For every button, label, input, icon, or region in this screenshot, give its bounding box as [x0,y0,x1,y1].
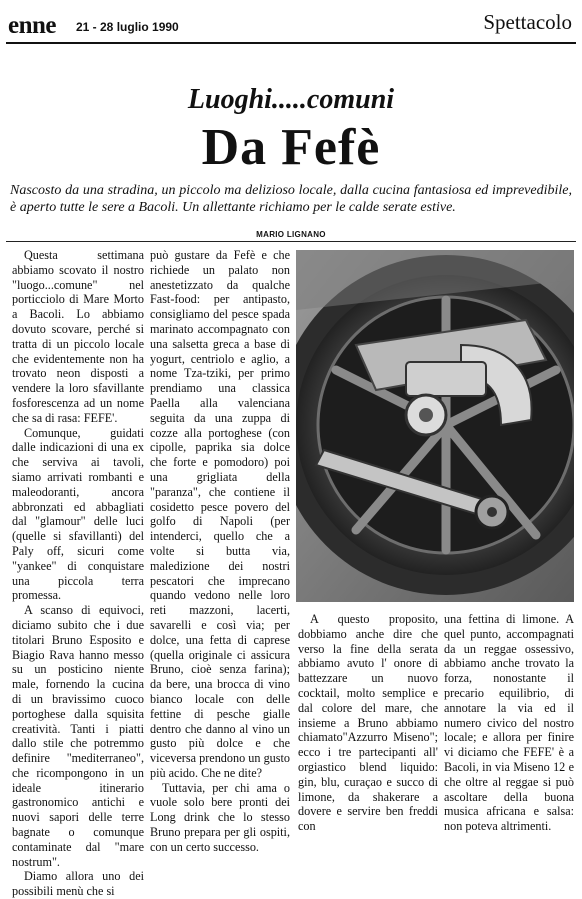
header-rule [6,42,576,44]
locomotive-wheel-photo [296,250,574,602]
paragraph: una fettina di limone. A quel punto, accompagnati da un reggae ossessivo, abbiamo anche trovato la forza, nonostante il precario equilibrio, di annotare la via ed il numero civico del nostro locale; e allora per finire vi diciamo che FEFE' è a Bacoli, in via Miseno 12 e che oltre al reggae si può ascoltare della buona musica africana e salsa: non poteva altrimenti. [444,612,574,834]
article-headline: Da Fefè [201,119,381,176]
paragraph: Comunque, guidati dalle indicazioni di una ex che serviva ai tavoli, siamo arrivati rombanti e maleodoranti, ancora abbronzati ed abbagliati dal "glamour" delle luci (quelle si sfavillanti) del Paly off, sicuri come "yankee" di conquistare una piccola terra promessa. [12,425,144,603]
article-byline: MARIO LIGNANO [256,230,326,239]
article-deck: Nascosto da una stradina, un piccolo ma delizioso locale, dalla cucina fantasiosa ed imprevedibile, è aperto tutte le sere a Bacoli. Un allettante richiamo per le calde serate estive. [10,183,572,215]
text-column-1 [12,248,144,899]
paragraph: A scanso di equivoci, diciamo subito che i due titolari Bruno Esposito e Biagio Rava hanno messo su un posticino niente male, fornendo la cucina di un bravissimo cuoco portoghese dalla squisita creatività. Tanti i piatti dallo stile che potremmo definire "mediterraneo", che ricompongono in un ideale itinerario gastronomico antichi e nuovi sapori delle terre bagnate o comunque contaminate dal "mare nostrum". [12,603,144,869]
wheel-photo-illustration [296,250,574,602]
byline-rule [6,241,576,242]
paragraph: Tuttavia, per chi ama o vuole solo bere pronti dei Long drink che lo stesso Bruno prepara per gli ospiti, con un certo successo. [150,780,290,854]
paragraph: Questa settimana abbiamo scovato il nostro "luogo...comune" nel porticciolo di Mare Morto a Bacoli. Lo abbiamo dovuto scovare, perché si tratta di un piccolo locale che evidentemente non ha trovato neon disposti a vendere la loro sfavillante fosforescenza ad un nome che sa di rasa: FEFE'. [12,248,144,425]
section-name: Spettacolo [483,10,572,34]
text-column-3 [298,612,438,834]
paragraph: può gustare da Fefè e che richiede un palato non anestetizzato da qualche Fast-food: per antipasto, consigliamo del pesce spada marinato accompagnato con una salsetta greca a base di yogurt, centriolo e aglio, a nome Tza-tziki, per primo prendiamo una classica Paella alla valenciana seguita da una zuppa di cozze alla portoghese (con cipolle, paprika sia dolce che forte e pomodoro) poi una grigliata della "paranza", che contiene il cosidetto pesce povero del golfo di Napoli (per intenderci, quello che a volte si butta via, maledizione dei nostri pescatori che imprecano quando vedono nelle loro reti mazzoni, lacerti, savarelli e così via; per dolce, una fetta di caprese (quella originale ci assicura Bruno, cioè senza farina); da bere, una brocca di vino bianco locale con delle fettine di pesche gialle dentro che danno al vino un gusto più dolce e che viceversa prendono un gusto più acido. Che ne dite? [150,248,290,780]
magazine-brand: enne [8,12,56,39]
paragraph: A questo proposito, dobbiamo anche dire che verso la fine della serata abbiamo avuto l' onore di battezzare un nuovo cocktail, molto semplice e dal colore del mare, che insieme a Bruno abbiamo chiamato"Azzurro Miseno"; ecco i tre partecipanti all' orgiastico blend liquido: gin, blu, curaçao e succo di limone, da shakerare a dovere e servire ben freddi con [298,612,438,834]
paragraph: Diamo allora uno dei possibili menù che si [12,869,144,899]
masthead [6,4,576,42]
text-column-2 [150,248,290,855]
issue-date: 21 - 28 luglio 1990 [76,20,179,34]
text-column-4 [444,612,574,834]
article-kicker: Luoghi.....comuni [187,84,395,115]
